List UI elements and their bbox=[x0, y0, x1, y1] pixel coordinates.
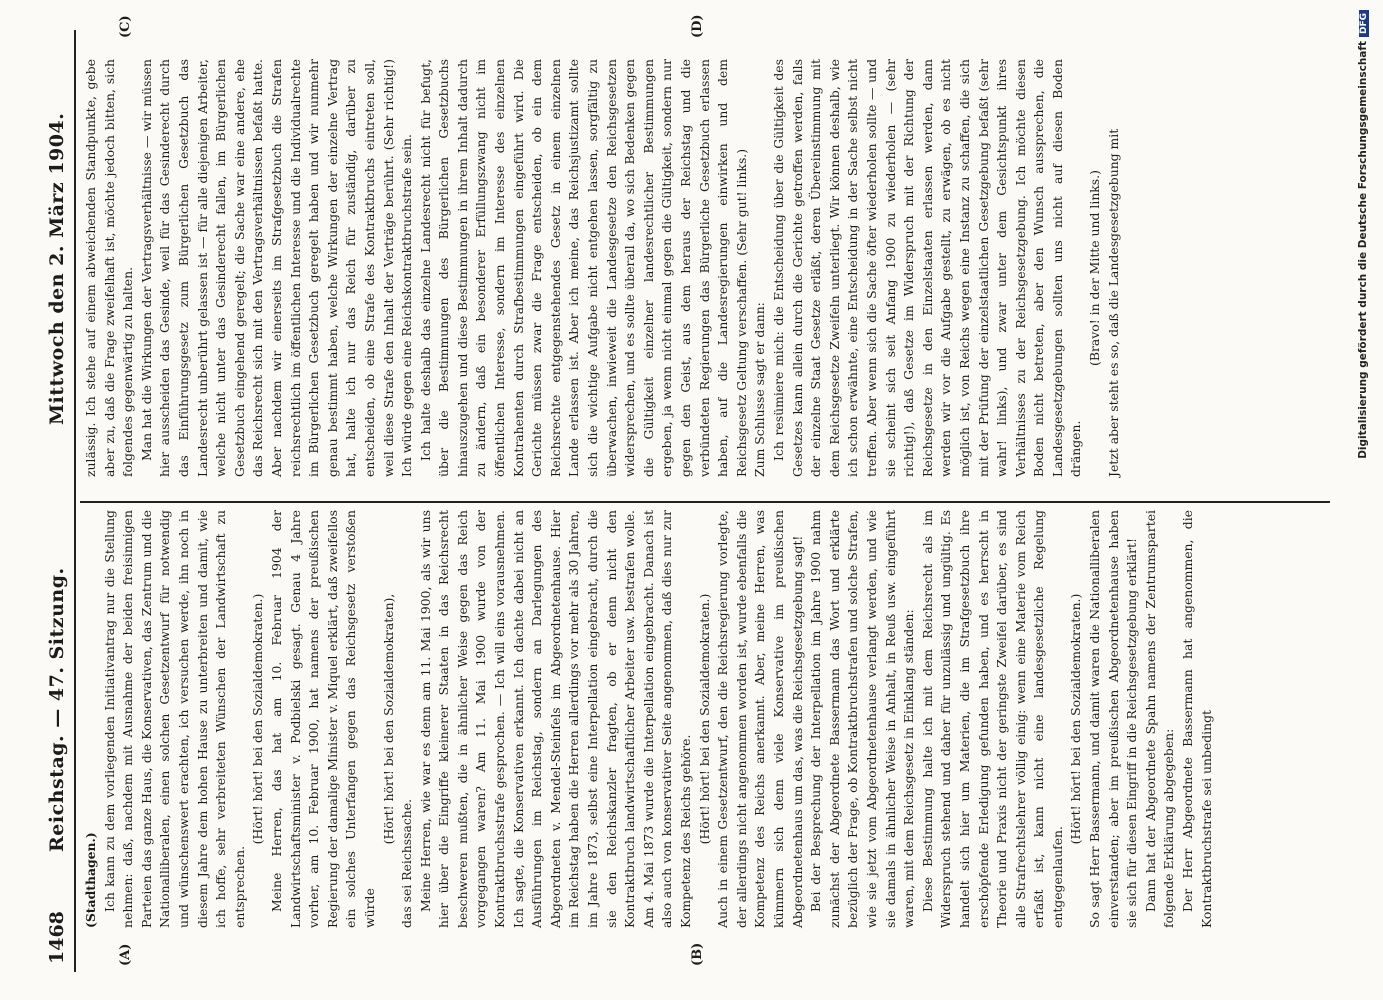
quotation: Man hat die Wirkungen der Vertragsverhältnisse — wir müssen hier ausscheiden das Gesinde, weil für das Gesinderecht durch das Einführungsgesetz zum Bürgerlichen Gesetzbuch das Landesrecht unberührt gelassen ist — für alle diejenigen Arbeiter, welche nicht unter das Gesinderecht fallen, im Bürgerlichen Gesetzbuch eingehend geregelt; die Sache war eine andere, ehe das Reichsrecht sich mit den Vertragsverhältnissen befaßt hatte. Aber nachdem wir einerseits im Strafgesetzbuch die Strafen reichsrechtlich im öffentlichen Interesse und die Individualrechte im Bürgerlichen Gesetzbuch geregelt haben und wir nunmehr genau bestimmt haben, welche Wirkungen der einzelne Vertrag hat, halte ich nur das Reich für zuständig, darüber zu entscheiden, ob eine Strafe des Kontraktbruchs eintreten soll, weil diese Strafe den Inhalt der Verträge berührt. (Sehr richtig!) Ich würde gegen eine Reichskontraktbruchstrafe sein. bbox=[138, 59, 415, 477]
paragraph: Bei der Besprechung der Interpellation im Jahre 1900 nahm zunächst der Abgeordnete Bassermann das Wort und erklärte bezüglich der Frage, ob Kontraktbruchstrafen und solche Strafen, wie sie jetzt vom Abgeordnetenhause verlangt werden, und wie sie damals in ähnlicher Weise in Anhalt, in Reuß usw. eingeführt waren, mit dem Reichsgesetz in Einklang ständen: bbox=[808, 510, 917, 928]
digitization-credit bbox=[1357, 10, 1375, 990]
paragraph: So sagt Herr Bassermann, und damit waren die Nationalliberalen einverstanden; aber im preußischen Abgeordnetenhause haben sie sich für diesen Eingriff in die Reichsgesetzgebung erklärt! bbox=[1087, 510, 1140, 928]
credit-text: Digitalisierung gefördert durch die Deutsche Forschungsgemeinschaft bbox=[1357, 41, 1369, 459]
interjection: (Hört! hört! bei den Sozialdemokraten), bbox=[380, 593, 396, 845]
interjection: (Bravo! in der Mitte und links.) bbox=[1087, 170, 1103, 366]
page-number: 1468 bbox=[46, 911, 68, 964]
quotation: zulässig. Ich stehe auf einem abweichenden Standpunkte, gebe aber zu, daß die Frage zweifelhaft ist, möchte jedoch bitten, sich folgendes gegenwärtig zu halten. bbox=[83, 59, 136, 477]
speaker-name: (Stadthagen.) bbox=[83, 832, 98, 928]
paragraph: Ich kann zu dem vorliegenden Initiativantrag nur die Stellung nehmen: daß, nachdem mit Ausnahme der beiden freisinnigen Parteien das ganze Haus, die Konservativen, das Zentrum und die Nationalliberalen, einen solchen Gesetzentwurf für notwendig und wünschenswert erachten, ich versuchen werde, ihn noch in diesem Jahre dem hohen Hause zu unterbreiten und damit, wie ich hoffe, sehr verbreiteten Wünschen der Landwirtschaft zu entsprechen. bbox=[101, 510, 247, 928]
margin-marker-a: (A) bbox=[118, 943, 133, 966]
header-left-title: Reichstag. — 47. Sitzung. bbox=[46, 567, 68, 852]
paragraph: das sei Reichssache. bbox=[399, 798, 415, 928]
dfg-logo: DFG bbox=[1359, 10, 1369, 37]
left-column bbox=[82, 510, 1216, 928]
margin-marker-d: (D) bbox=[690, 14, 705, 38]
header-right-title: Mittwoch den 2. März 1904. bbox=[46, 112, 68, 425]
quotation: Diese Bestimmung halte ich mit dem Reichsrecht als im Widerspruch stehend und daher für unzulässig und ungültig. Es handelt sich hier um Materien, die im Strafgesetzbuch ihre erschöpfende Erledigung gefunden haben, und es herrscht in Theorie und Praxis nicht der geringste Zweifel darüber, es sind alle Strafrechtslehrer völlig einig: wenn eine Materie vom Reich erfaßt ist, kann nicht eine landesgesetzliche Regelung entgegenlaufen. bbox=[919, 510, 1065, 928]
column-divider bbox=[80, 501, 1330, 503]
margin-marker-b: (B) bbox=[690, 942, 705, 966]
right-column bbox=[82, 59, 1123, 477]
quotation: Ich resümiere mich: die Entscheidung über die Gültigkeit des Gesetzes kann allein durch die Gerichte getroffen werden, falls der einzelne Staat Gesetze erläßt, deren Übereinstimmung mit dem Reichsgesetze Zweifeln unterliegt. Wir können deshalb, wie ich schon erwähnte, eine Entscheidung in der Sache selbst nicht treffen. Aber wenn sich die Sache öfter wiederholen sollte — und sie scheint sich seit Anfang 1900 zu wiederholen — (sehr richtig!), daß Gesetze im Widerspruch mit der Richtung der Reichsgesetze in den Einzelstaaten erlassen werden, dann werden wir vor die Aufgabe gestellt, zu erwägen, ob es nicht möglich ist, von Reichs wegen eine Instanz zu schaffen, die sich mit der Prüfung der einzelstaatlichen Gesetzgebung befaßt (sehr wahr! links), und zwar unter dem Gesichtspunkt ihres Verhältnisses zu der Reichsgesetzgebung. Ich möchte diesen Boden nicht betreten, aber den Wunsch aussprechen, die Landesgesetzgebungen sollten uns nicht auf diesen Boden drängen. bbox=[770, 59, 1084, 477]
paragraph: Dann hat der Abgeordnete Spahn namens der Zentrumspartei folgende Erklärung abgegeben: bbox=[1142, 510, 1177, 928]
quotation: Ich halte deshalb das einzelne Landesrecht nicht für befugt, über die Bestimmungen des Bürgerlichen Gesetzbuchs hinauszugehen und diese Bestimmungen in ihrem Inhalt dadurch zu ändern, daß ein besonderer Erfüllungszwang nicht im öffentlichen Interesse, sondern im Interesse des einzelnen Kontrahenten durch Strafbestimmungen eingeführt wird. Die Gerichte müssen zwar die Frage entscheiden, ob ein dem Reichsrechte entgegenstehendes Gesetz in einem einzelnen Lande erlassen ist. Aber ich meine, das Reichsjustizamt sollte sich die wichtige Aufgabe nicht entgehen lassen, sorgfältig zu überwachen, inwieweit die Landesgesetze den Reichsgesetzen widersprechen, und es sollte überall da, wo sich Bedenken gegen die Gültigkeit einzelner landesrechtlicher Bestimmungen ergeben, ja wenn nicht einmal gegen die Gültigkeit, sondern nur gegen den Geist, aus dem heraus der Reichstag und die verbündeten Regierungen das Bürgerliche Gesetzbuch erlassen haben, auf die Landesregierungen einwirken und dem Reichsgesetz Geltung verschaffen. (Sehr gut! links.) bbox=[417, 59, 749, 477]
paragraph: Auch in einem Gesetzentwurf, den die Reichsregierung vorlegte, der allerdings nicht angenommen worden ist, wurde ebenfalls die Kompetenz des Reichs anerkannt. Aber, meine Herren, was kümmern sich denn viele Konservative im preußischen Abgeordnetenhaus um das, was die Reichsgesetzgebung sagt! bbox=[715, 510, 805, 928]
paragraph: Meine Herren, wie war es denn am 11. Mai 1900, als wir uns hier über die Eingriffe kleinerer Staaten in das Reichsrecht beschweren mußten, die in ähnlicher Weise gegen das Reich vorgegangen waren? Am 11. Mai 1900 wurde von der Kontraktbruchsstrafe gesprochen. — Ich will eins vorausnehmen. Ich sagte, die Konservativen erkannt. Ich dachte dabei nicht an Ausführungen im Reichstag, sondern an Darlegungen des Abgeordneten v. Mendel-Steinfels im Abgeordnetenhause. Hier im Reichstag haben die Herren allerdings vor mehr als 30 Jahren, im Jahre 1873, selbst eine Interpellation eingebracht, durch die sie den Reichskanzler fragten, ob er denn nicht den Kontraktbruch landwirtschaftlicher Arbeiter usw. bestrafen wolle. Am 4. Mai 1873 wurde die Interpellation eingebracht. Danach ist also auch von konservativer Seite angenommen, daß dies nur zur Kompetenz des Reichs gehöre. bbox=[417, 510, 693, 928]
interjection: (Hört! hört! bei den Sozialdemokraten.) bbox=[696, 593, 712, 845]
interjection: (Hört! hört! bei den Sozialdemokraten.) bbox=[1068, 593, 1084, 845]
quotation: Der Herr Abgeordnete Bassermann hat angenommen, die Kontraktbruchstrafe sei unbedingt bbox=[1180, 510, 1214, 928]
paragraph: Meine Herren, das hat am 10. Februar 1904 der Landwirtschaftsminister v. Podbielski gesagt. Genau 4 Jahre vorher, am 10. Februar 1900, hat namens der preußischen Regierung der damalige Minister v. Miquel erklärt, daß zweifellos ein solches Unterfangen gegen das Reichsgesetz verstoßen würde bbox=[268, 510, 377, 928]
margin-marker-c: (C) bbox=[118, 15, 133, 38]
paragraph: Jetzt aber steht es so, daß die Landesgesetzgebung mit bbox=[1105, 128, 1121, 477]
interjection: (Hört! hört! bei den Sozialdemokraten.) bbox=[250, 593, 266, 845]
header-rule bbox=[74, 30, 76, 972]
paragraph: Zum Schlusse sagt er dann: bbox=[752, 302, 768, 477]
page-header bbox=[40, 0, 76, 1000]
